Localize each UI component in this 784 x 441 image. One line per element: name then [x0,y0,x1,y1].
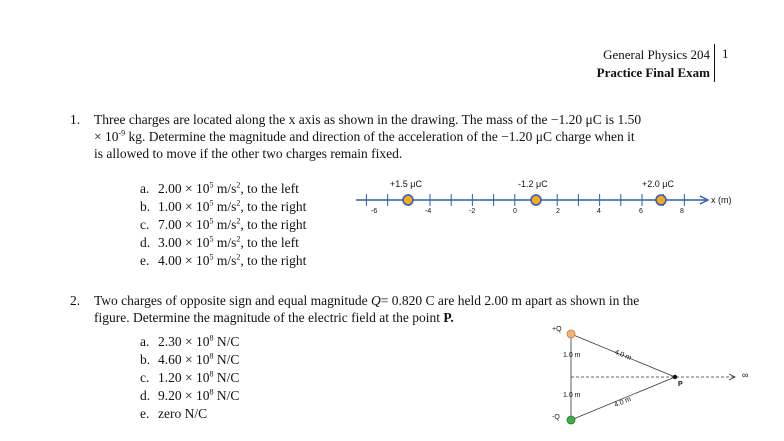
choice-item[interactable]: a. $2.30 \times 10^8$ N/C [140,333,240,349]
question-text [94,292,639,326]
mass-prefix: × 10 [94,129,119,144]
charge-label: -1.2 μC [518,179,548,189]
top-charge-label: +Q [552,326,562,333]
question-line [94,128,641,145]
axis-label: x (m) [711,195,732,205]
distance-label: 1.0 m [563,352,581,359]
tick-label: -4 [425,208,432,215]
question-line: is allowed to move if the other two charges remain fixed. [94,146,403,161]
charge-marker [403,195,413,205]
tick-label: 6 [639,208,643,215]
question-1 [70,111,760,171]
diagonal-label: 4.0 m [613,348,633,363]
bottom-charge-label: -Q [552,414,560,421]
choice-item[interactable]: d. $3.00 \times 10^5$ $m/s^2$, to the left [140,234,299,250]
charge-label: +2.0 μC [642,179,674,189]
negative-charge [567,416,575,424]
distance-label: 1.0 m [563,392,581,399]
charge-marker [656,195,666,205]
q2-choices [140,333,239,423]
tick-label: 2 [556,208,560,215]
choice-item[interactable]: e. $4.00 \times 10^5$ $m/s^2$, to the right [140,252,307,268]
exam-title: Practice Final Exam [596,65,710,80]
choice-item[interactable]: c. $7.00 \times 10^5$ $m/s^2$, to the right [140,216,307,232]
infinity-label: ∞ [742,370,749,380]
question-number: 1. [70,112,81,127]
question-line-rest: kg. Determine the magnitude and direction of the acceleration of the −1.20 μC charge when it [128,129,635,144]
choice-item[interactable]: a. $2.00 \times 10^5$ $m/s^2$, to the left [140,180,299,196]
header-divider [714,44,715,82]
choice-item[interactable]: b. $1.00 \times 10^5$ $m/s^2$, to the right [140,198,307,214]
tick-label: 4 [597,208,601,215]
tick-label: -6 [371,208,378,215]
question-line: Three charges are located along the x axis as shown in the drawing. The mass of the −1.20 μC is 1.50 [94,112,642,127]
page-header [597,46,710,82]
question-line: figure. Determine the magnitude of the electric field at the point P. [94,310,454,325]
dipole-figure [535,322,755,432]
diagonal-label: 4.0 m [613,395,633,410]
charge-marker [531,195,541,205]
choice-item[interactable]: d. $9.20 \times 10^8$ N/C [140,387,240,403]
q1-choices [140,180,306,270]
point-p-marker [673,375,677,379]
positive-charge [567,330,575,338]
choice-item[interactable]: e. zero N/C [140,406,208,421]
question-text [94,111,641,162]
page-number: 1 [722,46,729,61]
tick-label: -2 [469,208,476,215]
charge-label: +1.5 μC [390,179,422,189]
mass-exponent: -9 [118,128,126,138]
choice-item[interactable]: b. $4.60 \times 10^8$ N/C [140,351,240,367]
choice-item[interactable]: c. $1.20 \times 10^8$ N/C [140,369,240,385]
point-p-label: P [678,381,683,388]
question-line: Two charges of opposite sign and equal magnitude Q= 0.820 C are held 2.00 m apart as shown in the [94,293,640,308]
tick-label: 8 [680,208,684,215]
question-number: 2. [70,293,81,308]
course-title: General Physics 204 [603,47,710,62]
tick-label: 0 [513,208,517,215]
